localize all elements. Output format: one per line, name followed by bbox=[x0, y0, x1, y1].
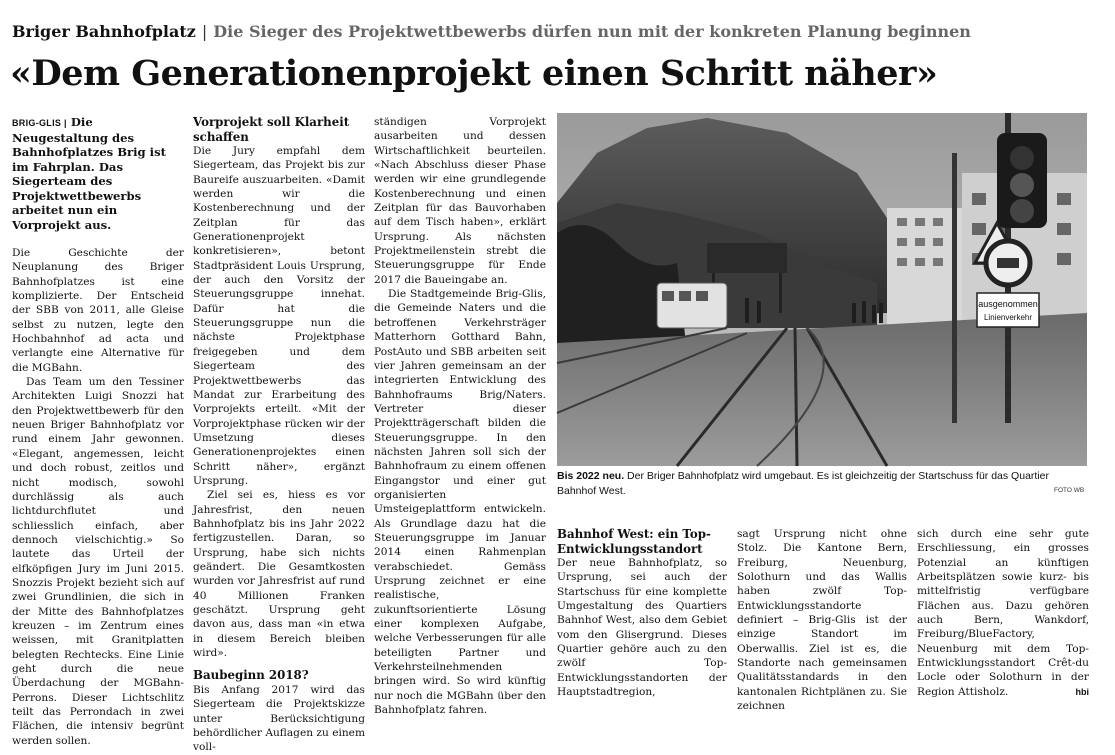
body-paragraph: Die Jury empfahl dem Siegerteam, das Projekt bis zur Baureife auszuarbeiten. «Damit werden wir die Kostenberechnung und der Zeitplan für das Generationenprojekt konkretisieren», betont Stadtpräsident Louis Ursprung, der auch den Vorsitz der Steuerungsgruppe innehat. Dafür hat die Steuerungsgruppe nun die nächste Projektphase freigegeben und dem Siegerteam des Projektwettbewerbs das Mandat zur Erarbeitung des Vorprojekts erteilt. «Mit der Vorprojektphase rücken wir der Umsetzung dieses Generationenprojektes einen Schritt näher», ergänzt Ursprung. bbox=[193, 145, 365, 487]
dateline: BRIG-GLIS | bbox=[12, 118, 67, 128]
subheading: Vorprojekt soll Klarheit schaffen bbox=[193, 115, 350, 144]
photo-caption bbox=[557, 469, 1089, 498]
article-column-3 bbox=[374, 115, 546, 717]
caption-text: Der Briger Bahnhofplatz wird umgebaut. Es ist gleichzeitig der Startschuss für das Quartier Bahnhof West. bbox=[557, 470, 1049, 497]
caption-bold: Bis 2022 neu. bbox=[557, 470, 625, 482]
headline: «Dem Generationenprojekt einen Schritt näher» bbox=[10, 53, 938, 94]
station-photo bbox=[557, 113, 1087, 466]
body-paragraph-text: sich durch eine sehr gute Erschliessung, ein grosses Potenzial an künftigen Arbeitsplätzen sowie kurz- bis mittelfristig verfügbare Flächen aus. Dazu gehören auch Bern, Wankdorf, Freiburg/BlueFactory, Neuenburg mit dem Top-Entwicklungsstandort Crêt-du Locle oder Solothurn in der Region Attisholz. bbox=[917, 528, 1089, 698]
body-paragraph bbox=[917, 527, 1089, 699]
body-paragraph: Der neue Bahnhofplatz, so Ursprung, sei auch der Startschuss für eine komplette Umgestaltung des Quartiers Bahnhof West, also dem Gebiet vom den Glisergrund. Dieses Quartier gehöre auch zu den zwölf Top-Entwicklungsstandorten der Hauptstadtregion, bbox=[557, 557, 727, 699]
kicker-place: Briger Bahnhofplatz bbox=[12, 22, 196, 41]
photo-credit: FOTO WB bbox=[1054, 487, 1085, 494]
kicker-separator: | bbox=[201, 22, 208, 41]
article-column-5 bbox=[737, 527, 907, 713]
body-paragraph: Ziel sei es, hiess es vor Jahresfrist, den neuen Bahnhofplatz bis ins Jahr 2022 fertigzustellen. Daran, so Ursprung, habe sich nichts geändert. Die Gesamtkosten wurden vor Jahresfrist auf rund 40 Millionen Franken geschätzt. Ursprung geht davon aus, dass man «in etwa in diesem Bereich bleiben wird». bbox=[193, 489, 365, 660]
article-column-4 bbox=[557, 527, 727, 705]
body-paragraph: Bis Anfang 2017 wird das Siegerteam die Projektskizze unter Berücksichtigung behördlicher Auflagen zu einem voll- bbox=[193, 683, 365, 754]
subheading: Baubeginn 2018? bbox=[193, 668, 309, 683]
body-paragraph: Das Team um den Tessiner Architekten Luigi Snozzi hat den Projektwettbewerb für den neuen Briger Bahnhofplatz vor rund einem Jahr gewonnen. «Elegant, angemessen, leicht und doch robust, zeitlos und nicht modisch, sowohl durchlässig als auch lichtdurchflutet und schliesslich einfach, aber dennoch vielschichtig.» So lautete das Urteil der elfköpfigen Jury im Juni 2015. Snozzis Projekt bezieht sich auf zwei Grundlinien, die sich in der Mitte des Bahnhofplatzes kreuzen – im Zentrum eines weissen, mit Granitplatten belegten Rechtecks. Eine Linie geht durch die neue Überdachung der MGBahn-Perrons. Dieser Lichtschlitz teilt das Perrondach in zwei Flächen, die intensiv begrünt werden sollen. bbox=[12, 376, 184, 747]
lead-paragraph bbox=[12, 115, 184, 232]
sign-text-2: Linienverkehr bbox=[983, 313, 1033, 322]
body-paragraph: ständigen Vorprojekt ausarbeiten und dessen Wirtschaftlichkeit beurteilen. «Nach Abschluss dieser Phase werden wir eine grundlegende Kostenberechnung und einen Zeitplan für das Bauvorhaben auf dem Tisch haben», erklärt Ursprung. Als nächsten Projektmeilenstein strebt die Steuerungsgruppe für Ende 2017 die Baueingabe an. bbox=[374, 116, 546, 286]
sign-text-1: ausgenommen bbox=[978, 299, 1038, 309]
article-column-1 bbox=[12, 115, 184, 747]
body-paragraph: sagt Ursprung nicht ohne Stolz. Die Kantone Bern, Freiburg, Neuenburg, Solothurn und das Wallis haben zwölf Top-Entwicklungsstandorte definiert – Brig-Glis ist der einzige Standort im Oberwallis. Ziel ist es, die Standorte nach gemeinsamen Qualitätsstandards in den kantonalen Richtplänen zu. Sie zeichnen bbox=[737, 528, 907, 713]
body-paragraph: Die Geschichte der Neuplanung des Briger Bahnhofplatzes ist eine komplizierte. Der Entscheid der SBB von 2011, alle Gleise selbst zu nutzen, legte den Hochbahnhof ad acta und verlangte eine Alternative für die MGBahn. bbox=[12, 247, 184, 374]
subheading: Bahnhof West: ein Top-Entwicklungsstandort bbox=[557, 527, 711, 556]
author-signature: hbi bbox=[1075, 686, 1089, 697]
lead-text: Die Neugestaltung des Bahnhofplatzes Brig ist im Fahrplan. Das Siegerteam des Projektwettbewerbs arbeitet nun ein Vorprojekt aus. bbox=[12, 115, 166, 232]
article-column-6 bbox=[917, 527, 1089, 705]
kicker bbox=[12, 22, 1112, 46]
body-paragraph: Die Stadtgemeinde Brig-Glis, die Gemeinde Naters und die betroffenen Verkehrsträger Matterhorn Gotthard Bahn, PostAuto und SBB arbeiten seit vier Jahren gemeinsam an der integrierten Entwicklung des Bahnhofraums Brig/Naters. Vertreter dieser Projektträgerschaft bilden die Steuerungsgruppe. In den nächsten Jahren soll sich der Bahnhofraum zu einem offenen Eingangstor und einer gut organisierten Umsteigeplattform entwickeln. Als Grundlage dazu hat die Steuerungsgruppe im Januar 2014 einen Rahmenplan verabschiedet. Gemäss Ursprung zeichnet er eine realistische, zukunftsorientierte Lösung einer komplexen Aufgabe, welche Verbesserungen für alle beteiligten Partner und Verkehrsteilnehmenden bringen wird. So wird künftig nur noch die MGBahn über den Bahnhofplatz fahren. bbox=[374, 288, 546, 717]
article-column-2 bbox=[193, 115, 365, 754]
kicker-subtitle: Die Sieger des Projektwettbewerbs dürfen nun mit der konkreten Planung beginnen bbox=[213, 22, 971, 41]
